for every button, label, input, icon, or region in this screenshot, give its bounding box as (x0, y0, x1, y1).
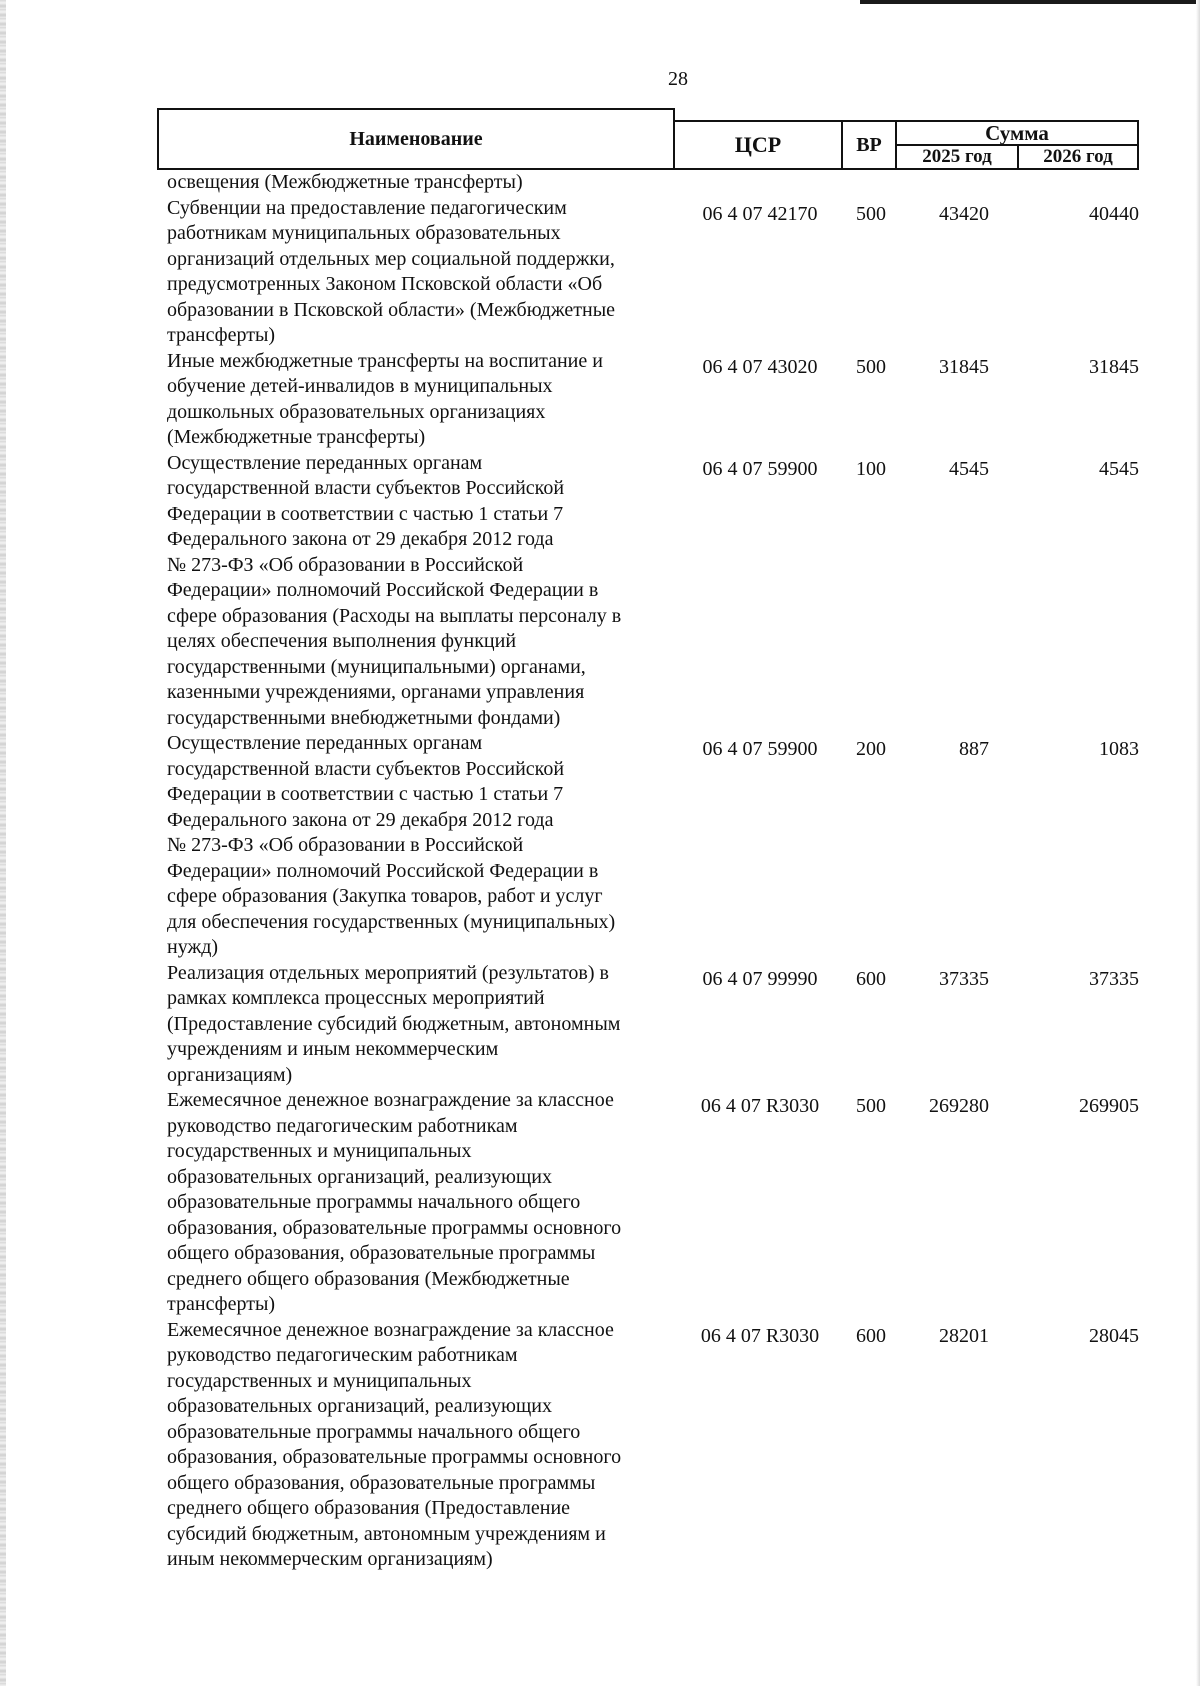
row-name: освещения (Межбюджетные трансферты) (167, 171, 523, 193)
row-sum-2026: 40440 (1089, 202, 1139, 225)
row-sum-2026 (1023, 170, 1139, 196)
table-row (157, 451, 1139, 732)
table-row (157, 349, 1139, 451)
scan-edge-left (0, 0, 6, 1686)
row-sum-2025: 4545 (949, 457, 989, 480)
header-vr: ВР (841, 120, 897, 170)
row-csr: 06 4 07 42170 (702, 202, 818, 225)
table-row (157, 196, 1139, 349)
row-csr: 06 4 07 R3030 (700, 1324, 820, 1347)
row-csr: 06 4 07 R3030 (700, 1095, 820, 1117)
table-row (157, 1318, 1139, 1573)
table-row (157, 731, 1139, 961)
row-name: Осуществление переданных органам государственной власти субъектов Российской Федерации в соответствии с частью 1 статьи 7 Федерального закона от 29 декабря 2012 года № 273-ФЗ «Об образовании в Российской Федерации» полномочий Российской Федерации в сфере образования (Закупка товаров, работ и услуг для обеспечения государственных (муниципальных) нужд) (167, 732, 616, 958)
row-vr (843, 170, 899, 196)
table-body (157, 170, 1139, 1573)
row-sum-2025: 31845 (939, 355, 989, 378)
page-number: 28 (668, 68, 688, 90)
header-year-2025: 2025 год (895, 144, 1019, 170)
row-vr: 600 (856, 967, 886, 990)
row-vr: 200 (856, 738, 886, 760)
row-name: Субвенции на предоставление педагогическим работникам муниципальных образовательных организаций отдельных мер социальной поддержки, предусмотренных Законом Псковской области «Об образовании в Псковской области» (Межбюджетные трансферты) (167, 196, 616, 346)
row-name: Осуществление переданных органам государственной власти субъектов Российской Федерации в соответствии с частью 1 статьи 7 Федерального закона от 29 декабря 2012 года № 273-ФЗ «Об образовании в Российской Федерации» полномочий Российской Федерации в сфере образования (Расходы на выплаты персоналу в целях обеспечения выполнения функций государственными (муниципальными) органами, казенными учреждениями, органами управления государственными внебюджетными фондами) (167, 451, 622, 729)
row-name: Ежемесячное денежное вознаграждение за классное руководство педагогическим работникам государственных и муниципальных образовательных организаций, реализующих образовательные программы начального общего образования, образовательные программы основного общего образования, образовательные программы среднего общего образования (Межбюджетные трансферты) (167, 1089, 622, 1315)
row-csr: 06 4 07 99990 (702, 967, 818, 990)
row-sum-2025 (899, 170, 1023, 196)
row-sum-2026: 37335 (1089, 967, 1139, 990)
scan-edge-top (860, 0, 1200, 4)
row-csr: 06 4 07 43020 (702, 355, 818, 378)
row-sum-2025: 269280 (929, 1095, 989, 1117)
row-csr (677, 170, 843, 196)
table-row (157, 1088, 1139, 1318)
row-name: Реализация отдельных мероприятий (результатов) в рамках комплекса процессных мероприятий (Предоставление субсидий бюджетным, автономным учреждениям и иным некоммерческим организациям) (167, 961, 621, 1086)
row-sum-2025: 43420 (939, 202, 989, 225)
row-name: Иные межбюджетные трансферты на воспитание и обучение детей-инвалидов в муниципальных дошкольных образовательных организациях (Межбюджетные трансферты) (167, 349, 603, 448)
row-csr: 06 4 07 59900 (702, 738, 818, 760)
header-sum: Сумма (895, 120, 1139, 146)
row-sum-2025: 887 (959, 738, 989, 760)
header-year-2026: 2026 год (1017, 144, 1139, 170)
row-sum-2025: 28201 (939, 1324, 989, 1347)
table-header (157, 108, 1139, 170)
row-vr: 500 (856, 1095, 886, 1117)
row-vr: 500 (856, 202, 886, 225)
row-sum-2026: 1083 (1099, 738, 1139, 760)
scan-edge-right (1196, 0, 1200, 1686)
table-row (157, 961, 1139, 1089)
row-sum-2026: 4545 (1099, 457, 1139, 480)
row-sum-2026: 31845 (1089, 355, 1139, 378)
header-name: Наименование (157, 108, 675, 170)
budget-table (157, 108, 1139, 1573)
header-csr: ЦСР (673, 120, 843, 170)
row-sum-2025: 37335 (939, 967, 989, 990)
row-vr: 600 (856, 1324, 886, 1347)
table-row (157, 170, 1139, 196)
row-sum-2026: 269905 (1079, 1095, 1139, 1117)
row-sum-2026: 28045 (1089, 1324, 1139, 1347)
row-name: Ежемесячное денежное вознаграждение за классное руководство педагогическим работникам государственных и муниципальных образовательных организаций, реализующих образовательные программы начального общего образования, образовательные программы основного общего образования, образовательные программы среднего общего образования (Предоставление субсидий бюджетным, автономным учреждениям и иным некоммерческим организациям) (167, 1318, 622, 1570)
row-vr: 500 (856, 355, 886, 378)
row-csr: 06 4 07 59900 (702, 457, 818, 480)
row-vr: 100 (856, 457, 886, 480)
